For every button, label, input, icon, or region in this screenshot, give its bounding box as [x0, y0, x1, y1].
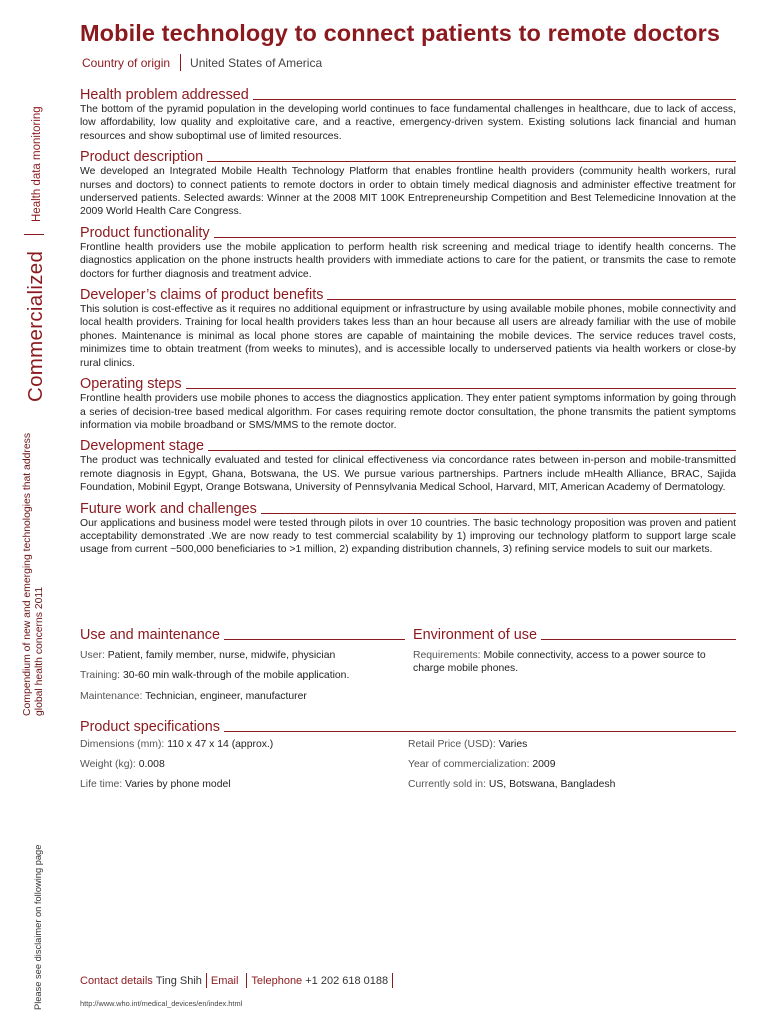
user-row	[80, 649, 405, 662]
heading-rule	[253, 99, 736, 100]
section-heading: Developer’s claims of product benefits	[80, 287, 324, 304]
heading-rule	[224, 639, 405, 640]
heading-rule	[207, 161, 736, 162]
telephone-value: +1 202 618 0188	[305, 974, 389, 987]
spec-label: Weight (kg):	[80, 759, 136, 770]
use-maintenance	[80, 624, 405, 703]
training-label: Training:	[80, 670, 121, 682]
sidebar-status: Commercialized	[24, 250, 47, 402]
maintenance-value: Technician, engineer, manufacturer	[145, 690, 307, 702]
page-title: Mobile technology to connect patients to remote doctors	[80, 20, 721, 46]
spec-value: 2009	[532, 759, 556, 770]
section-body: The bottom of the pyramid population in the developing world continues to face fundamental challenges in healthcare, due to lack of access, low affordability, low quality and exploitative care, and a reactive, emergency-driven system. Existing solutions lack financial and human resources and show suboptimal use of limited resources.	[80, 104, 736, 142]
origin-label: Country of origin	[82, 55, 171, 70]
section-heading: Operating steps	[80, 376, 182, 393]
use-environment-columns	[80, 624, 736, 703]
sidebar-compendium: Compendium of new and emerging technologies that address global health concerns 2011	[22, 432, 45, 716]
spec-column-left	[80, 738, 408, 798]
maintenance-label: Maintenance:	[80, 690, 143, 702]
section-body: Frontline health providers use mobile phones to access the diagnostics application. They enter patient symptoms information by going through a series of decision-tree based medical algorithm. For cases requiring remote doctor consultation, the phone transmits the patient symptoms information via mobile broadband or SMS/MMS to the remote doctor.	[80, 393, 736, 431]
section-heading: Product specifications	[80, 719, 220, 735]
requirements-row	[413, 649, 736, 676]
spec-weight	[80, 758, 408, 771]
section-body: We developed an Integrated Mobile Health Technology Platform that enables frontline health providers (community health workers, rural nurses and doctors) to connect patients to remote doctors in order to obtain timely medical diagnosis and administer effective treatment for underserved patients. Selected awards: Winner at the 2008 MIT 100K Entrepreneurship Competition and Best Telemedicine Innovation at the 2009 World Health Care Congress.	[80, 166, 736, 218]
section-operating-steps	[80, 373, 736, 432]
telephone-label: Telephone	[251, 974, 303, 987]
spec-life-time	[80, 778, 408, 791]
section-heading: Health problem addressed	[80, 87, 249, 103]
spec-label: Retail Price (USD):	[408, 739, 496, 750]
contact-divider	[392, 973, 393, 988]
origin-row	[82, 54, 322, 71]
section-developer-claims	[80, 284, 736, 370]
contact-details	[80, 973, 397, 988]
sidebar-category: Health data monitoring	[31, 106, 43, 222]
spec-sold-in	[408, 778, 736, 791]
product-specifications	[80, 716, 736, 798]
section-body: This solution is cost-effective as it requires no additional equipment or infrastructure by using available mobile phones, mobile connectivity and local health providers. Training for local health providers takes less than an hour because all users are already familiar with the use of mobile phones. Maintenance is minimal as local phone stores are capable of maintaining the mobile devices. The service reduces travel costs, minimizes time to obtain treatment (from weeks to minutes), and is accessible locally to underserved patients via health workers or close-by rural clinics.	[80, 304, 736, 369]
spec-label: Year of commercialization:	[408, 759, 530, 770]
heading-rule	[214, 237, 736, 238]
spec-dimensions	[80, 738, 408, 751]
spec-value: 110 x 47 x 14 (approx.)	[167, 739, 274, 750]
heading-rule	[186, 388, 736, 389]
section-body: Our applications and business model were tested through pilots in over 10 countries. The basic technology proposition was proven and patient acceptability demonstrated .We are now ready to test commercial scalability by 1) improving our technology platform to support large scale usage from current ~500,000 beneficiaries to >1 million, 2) expanding distribution channels, 3) refining service models to suit our markets.	[80, 517, 736, 556]
spec-label: Dimensions (mm):	[80, 739, 165, 750]
heading-rule	[208, 450, 736, 451]
source-url[interactable]: http://www.who.int/medical_devices/en/index.html	[80, 999, 243, 1008]
section-heading: Product description	[80, 149, 204, 166]
section-body: The product was technically evaluated and tested for clinical effectiveness via concordance rates between in-person and mobile-transmitted remote diagnosis in Egypt, Ghana, Botswana, the US. We pursue various partnerships. Partners include mHealth Alliance, BRAC, Sajida Foundation, Mobinil Egypt, Orange Botswana, University of Pennsylvania Medical School, Harvard, MIT, American Academy of Dermatology.	[80, 455, 736, 494]
email-link[interactable]: Email	[210, 974, 239, 987]
section-heading: Environment of use	[413, 627, 537, 643]
heading-rule	[261, 513, 736, 514]
training-row	[80, 669, 405, 682]
spec-value: US, Botswana, Bangladesh	[488, 779, 616, 790]
sidebar-disclaimer: Please see disclaimer on following page	[33, 844, 43, 1010]
spec-column-right	[408, 738, 736, 798]
spec-value: Varies	[498, 739, 528, 750]
heading-rule	[541, 639, 736, 640]
contact-divider	[206, 973, 207, 988]
environment-of-use	[413, 624, 736, 703]
heading-rule	[327, 299, 736, 300]
contact-divider	[246, 973, 247, 988]
origin-value: United States of America	[190, 55, 323, 70]
section-future-work	[80, 498, 736, 557]
spec-year	[408, 758, 736, 771]
heading-rule	[224, 731, 736, 732]
spec-label: Life time:	[80, 779, 123, 790]
maintenance-row	[80, 690, 405, 703]
contact-name: Ting Shih	[155, 974, 202, 987]
section-product-functionality	[80, 222, 736, 281]
contact-label: Contact details	[80, 974, 153, 987]
requirements-label: Requirements:	[413, 650, 481, 661]
section-heading: Product functionality	[80, 224, 210, 241]
spec-retail-price	[408, 738, 736, 751]
section-heading: Use and maintenance	[80, 627, 220, 643]
section-development-stage	[80, 435, 736, 494]
sidebar-divider	[24, 234, 44, 235]
section-heading: Development stage	[80, 438, 204, 455]
user-label: User:	[80, 650, 105, 661]
content-sections	[80, 84, 736, 560]
training-value: 30-60 min walk-through of the mobile application.	[122, 670, 350, 682]
section-heading: Future work and challenges	[80, 500, 257, 517]
origin-divider	[180, 54, 181, 71]
section-body: Frontline health providers use the mobile application to perform health risk screening and medical triage to identify health concerns. The diagnostics application on the phone instructs health providers with immediate actions to care for the patient, or transmits the case to remote doctors for further diagnosis and treatment advice.	[80, 241, 736, 280]
requirements-value: Mobile connectivity, access to a power source to charge mobile phones.	[413, 650, 706, 675]
spec-value: 0.008	[138, 759, 165, 770]
spec-label: Currently sold in:	[408, 779, 486, 790]
section-product-description	[80, 146, 736, 219]
section-health-problem	[80, 84, 736, 143]
spec-value: Varies by phone model	[125, 779, 231, 790]
user-value: Patient, family member, nurse, midwife, physician	[107, 650, 336, 661]
